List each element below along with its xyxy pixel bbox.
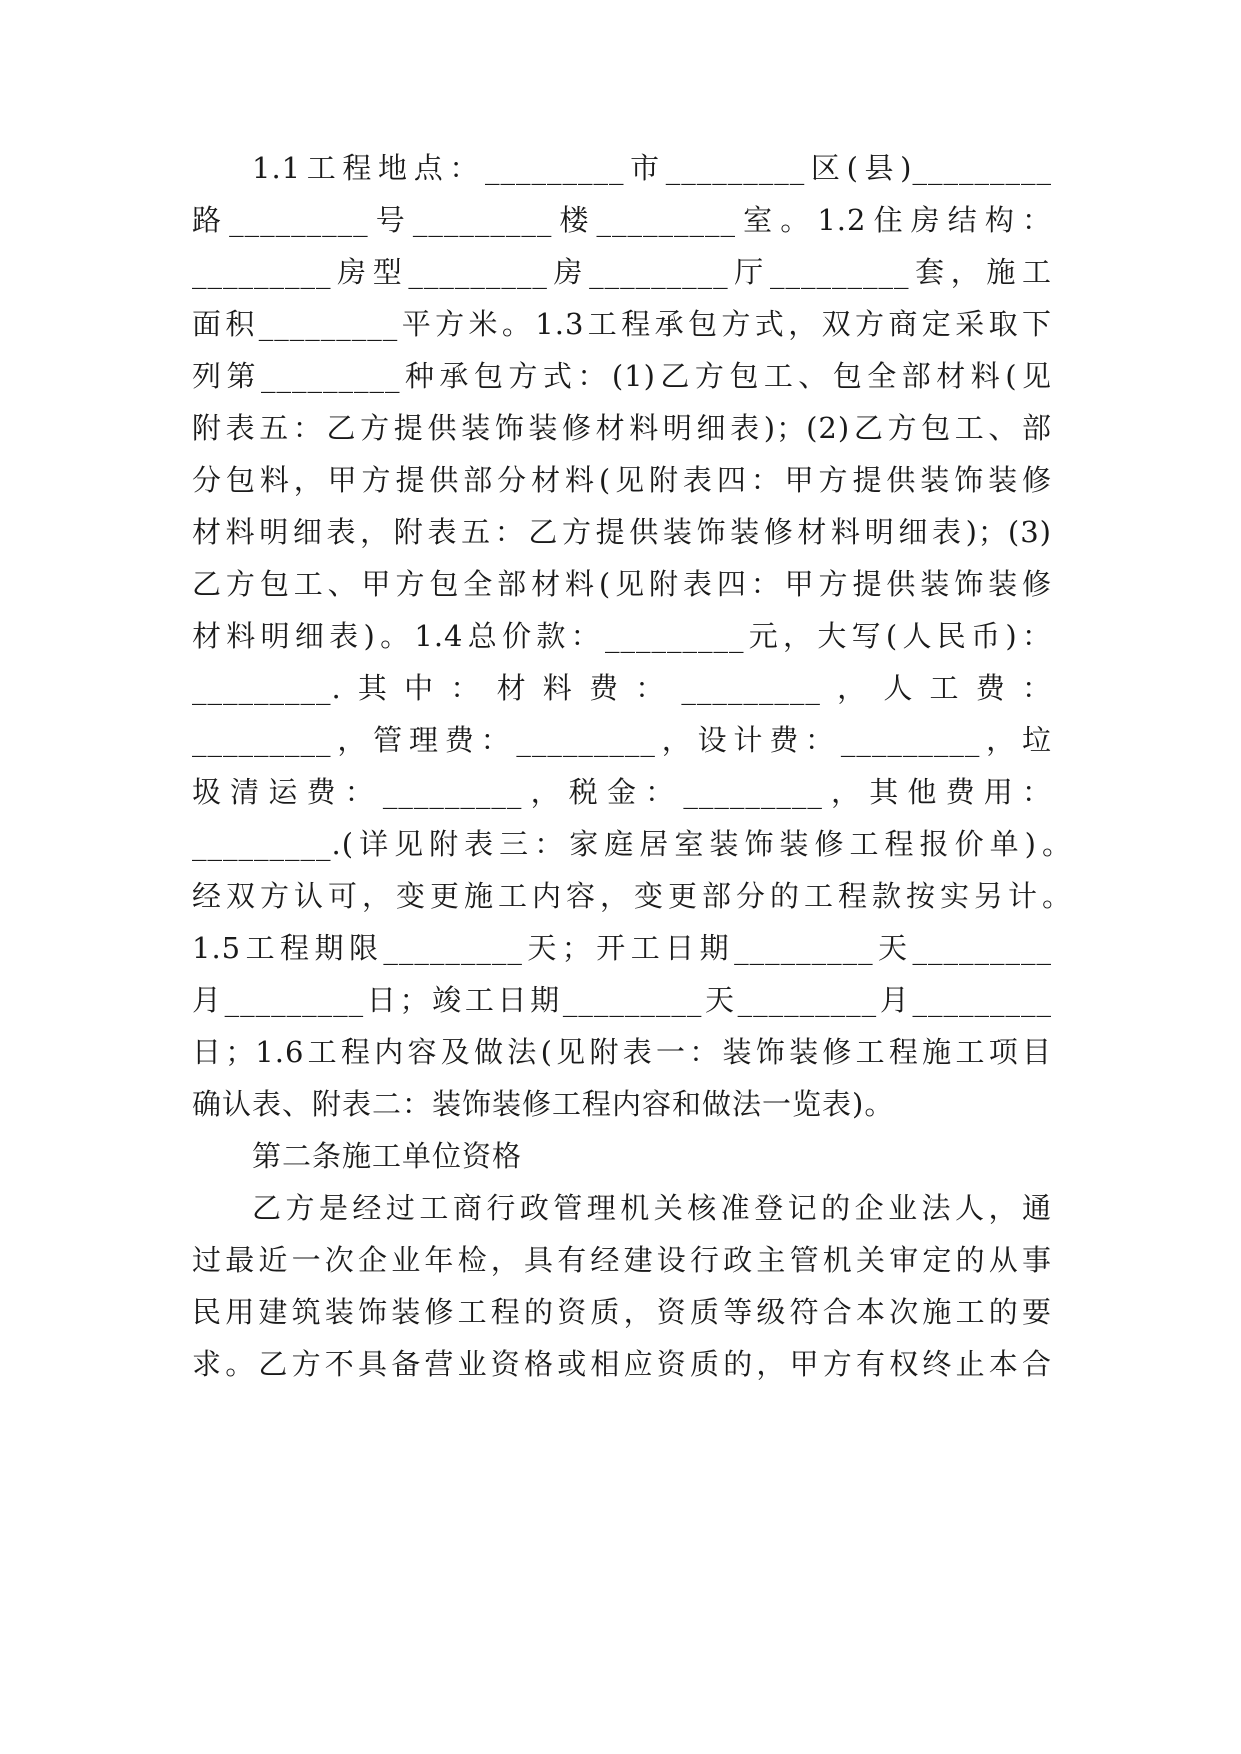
paragraph-line: 民用建筑装饰装修工程的资质，资质等级符合本次施工的要 <box>192 1295 1052 1329</box>
paragraph-line: _________.其中：材料费：_________，人工费： <box>192 671 1052 705</box>
paragraph-line: 日；1.6工程内容及做法(见附表一：装饰装修工程施工项目 <box>192 1035 1052 1069</box>
paragraph-line: _________，管理费：_________，设计费：_________，垃 <box>192 723 1052 757</box>
paragraph-line: 经双方认可，变更施工内容，变更部分的工程款按实另计。 <box>192 879 1072 913</box>
paragraph-line: 乙方包工、甲方包全部材料(见附表四：甲方提供装饰装修 <box>192 567 1052 601</box>
paragraph-line: 乙方是经过工商行政管理机关核准登记的企业法人，通 <box>252 1191 1052 1225</box>
paragraph-line: _________房型_________房_________厅_________套，施工 <box>192 255 1052 289</box>
paragraph-line: 1.1工程地点：_________市_________区(县)_________ <box>252 151 1052 185</box>
section-heading: 第二条施工单位资格 <box>252 1139 523 1173</box>
paragraph-line: 附表五：乙方提供装饰装修材料明细表)；(2)乙方包工、部 <box>192 411 1052 445</box>
paragraph-line: 求。乙方不具备营业资格或相应资质的，甲方有权终止本合 <box>192 1347 1052 1381</box>
paragraph-line: _________.(详见附表三：家庭居室装饰装修工程报价单)。 <box>192 827 1072 861</box>
paragraph-line: 确认表、附表二：装饰装修工程内容和做法一览表)。 <box>192 1087 895 1121</box>
paragraph-line: 过最近一次企业年检，具有经建设行政主管机关审定的从事 <box>192 1243 1052 1277</box>
paragraph-line: 材料明细表)。1.4总价款：_________元，大写(人民币)： <box>192 619 1052 653</box>
paragraph-line: 路_________号_________楼_________室。1.2住房结构： <box>192 203 1052 237</box>
paragraph-line: 面积_________平方米。1.3工程承包方式，双方商定采取下 <box>192 307 1052 341</box>
paragraph-line: 月_________日；竣工日期_________天_________月_________ <box>192 983 1052 1017</box>
paragraph-line: 圾清运费：_________，税金：_________，其他费用： <box>192 775 1052 809</box>
paragraph-line: 材料明细表，附表五：乙方提供装饰装修材料明细表)；(3) <box>192 515 1052 549</box>
paragraph-line: 分包料，甲方提供部分材料(见附表四：甲方提供装饰装修 <box>192 463 1052 497</box>
paragraph-line: 列第_________种承包方式：(1)乙方包工、包全部材料(见 <box>192 359 1052 393</box>
paragraph-line: 1.5工程期限_________天；开工日期_________天_________ <box>192 931 1052 965</box>
